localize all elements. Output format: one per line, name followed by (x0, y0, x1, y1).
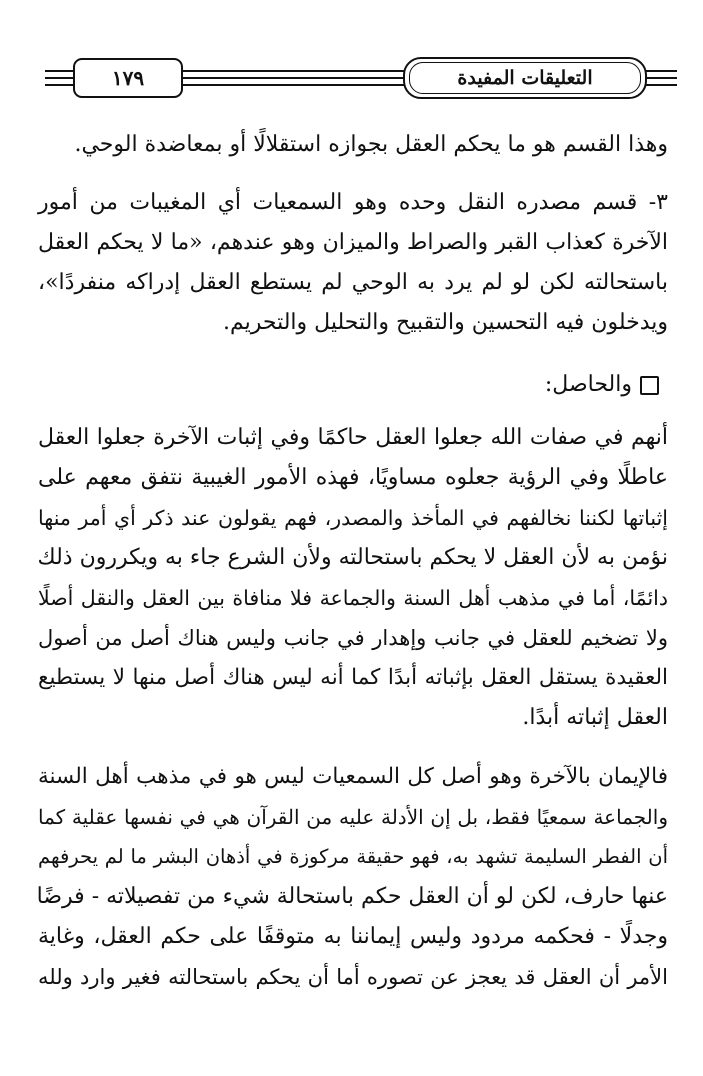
page-header (45, 55, 677, 101)
page-number: ١٧٩ (73, 58, 183, 98)
paragraph (38, 183, 668, 343)
text-line: إثباتها لكننا نخالفهم في المأخذ والمصدر، فهم يقولون عند ذكر أي أمر منها (38, 506, 668, 530)
text-line: الأمر أن العقل قد يعجز عن تصوره أما أن يحكم باستحالته فغير وارد ولله (38, 965, 668, 989)
paragraph (38, 418, 668, 738)
text-line: الآخرة كعذاب القبر والصراط والميزان وهو عندهم، «ما لا يحكم العقل (38, 230, 668, 255)
heading-text: والحاصل: (544, 372, 632, 397)
text-line: أنهم في صفات الله جعلوا العقل حاكمًا وفي إثبات الآخرة جعلوا العقل (38, 425, 668, 450)
text-line: نؤمن به لأن العقل لا يحكم باستحالته ولأن الشرع جاء به ويكررون ذلك (37, 545, 668, 570)
text-line: ٣- قسم مصدره النقل وحده وهو السمعيات أي المغيبات من أمور (38, 190, 668, 215)
section-heading (545, 365, 659, 405)
text-line: فالإيمان بالآخرة وهو أصل كل السمعيات ليس هو في مذهب أهل السنة (38, 764, 668, 789)
text-line: باستحالته لكن لو لم يرد به الوحي لم يستطع العقل إدراكه منفردًا»، (38, 270, 668, 295)
text-line: والجماعة سمعيًا فقط، بل إن الأدلة عليه من القرآن هي في نفسها عقلية كما (38, 805, 668, 829)
text-line: العقيدة يستقل العقل بإثباته أبدًا كما أنه ليس هناك أصل منها لا يستطيع (38, 665, 668, 690)
paragraph (38, 125, 668, 165)
checkbox-icon (640, 376, 659, 395)
book-title: التعليقات المفيدة (403, 57, 647, 99)
text-line: أن الفطر السليمة تشهد به، فهو حقيقة مركوزة في أذهان البشر ما لم يحرفهم (38, 845, 668, 868)
text-line: ولا تضخيم للعقل في جانب وإهدار في جانب وليس هناك أصل من أصول (38, 626, 668, 650)
text-line: ويدخلون فيه التحسين والتقبيح والتحليل والتحريم. (222, 310, 668, 335)
text-line: العقل إثباته أبدًا. (522, 705, 668, 730)
text-line: وجدلًا - فحكمه مردود وليس إيماننا به متوقفًا على حكم العقل، وغاية (38, 924, 668, 949)
text-line: عاطلًا وفي الرؤية جعلوه مساويًا، فهذه الأمور الغيبية نتفق معهم على (38, 465, 668, 490)
text-line: وهذا القسم هو ما يحكم العقل بجوازه استقلالًا أو بمعاضدة الوحي. (74, 132, 668, 157)
paragraph (38, 757, 668, 997)
text-line: دائمًا، أما في مذهب أهل السنة والجماعة فلا منافاة بين العقل والنقل أصلًا (38, 586, 668, 610)
text-line: عنها حارف، لكن لو أن العقل حكم باستحالة شيء من تفصيلاته - فرضًا (36, 884, 668, 909)
